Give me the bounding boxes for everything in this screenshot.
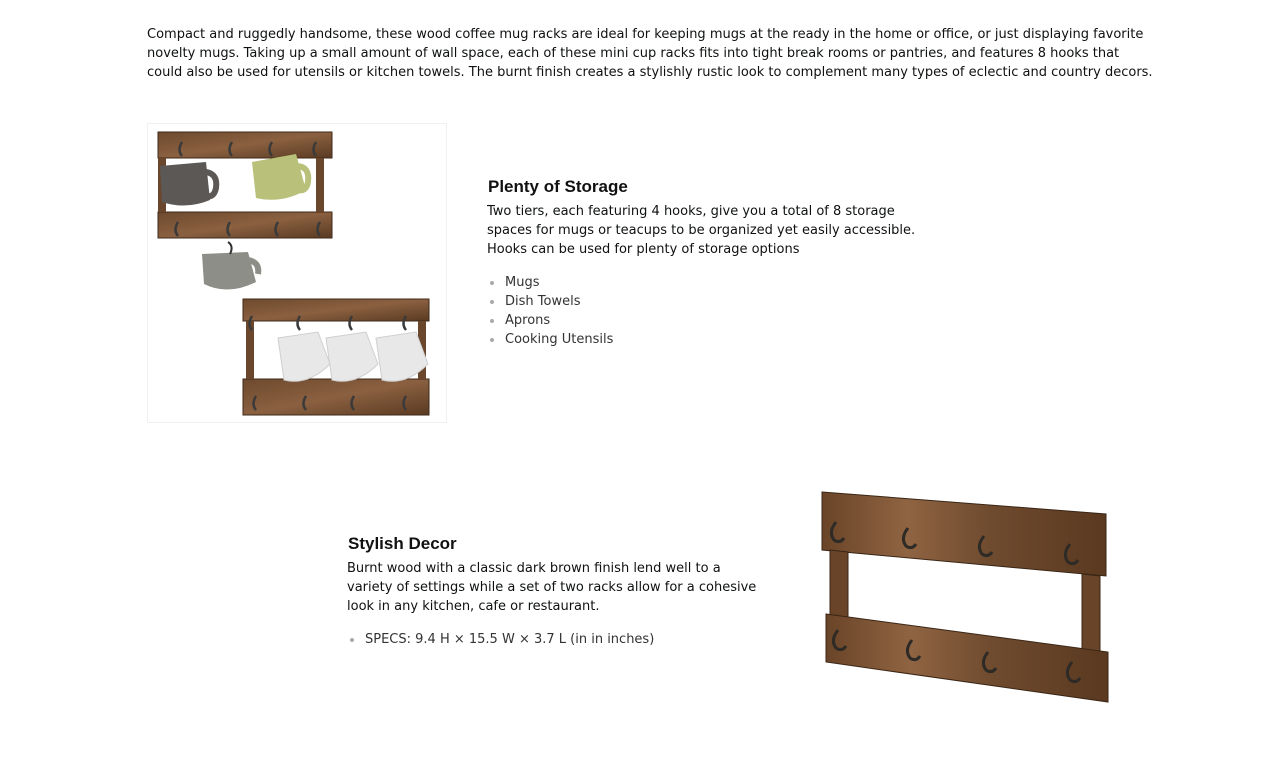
list-item: SPECS: 9.4 H × 15.5 W × 3.7 L (in in inches) [347, 630, 757, 649]
module-body: Burnt wood with a classic dark brown finish lend well to a variety of settings while a set of two racks allow for a cohesive look in any kitchen, cafe or restaurant. [347, 561, 757, 614]
intro-paragraph: Compact and ruggedly handsome, these wood coffee mug racks are ideal for keeping mugs at the ready in the home or office, or just displaying favorite novelty mugs. Taking up a small amount of wall space, each of these mini cup racks fits into tight break rooms or pantries, and features 8 hooks that could also be used for utensils or kitchen towels. The burnt finish creates a stylishly rustic look to complement many types of eclectic and country decors. [147, 27, 1153, 80]
mug-racks-with-mugs-image [147, 123, 447, 423]
module-heading: Stylish Decor [348, 534, 457, 553]
decor-module [347, 533, 757, 649]
module-heading: Plenty of Storage [488, 177, 628, 196]
single-mug-rack-image [808, 480, 1114, 710]
storage-module [487, 176, 917, 349]
specs-list [347, 630, 757, 649]
list-item: Mugs [487, 273, 917, 292]
list-item: Aprons [487, 311, 917, 330]
list-item: Cooking Utensils [487, 330, 917, 349]
storage-options-list [487, 273, 917, 349]
product-description [147, 25, 1157, 82]
module-body: Two tiers, each featuring 4 hooks, give you a total of 8 storage spaces for mugs or teacups to be organized yet easily accessible. Hooks can be used for plenty of storage options [487, 204, 916, 257]
mug-rack-illustration [808, 480, 1114, 710]
list-item: Dish Towels [487, 292, 917, 311]
mug-racks-illustration [148, 124, 446, 422]
